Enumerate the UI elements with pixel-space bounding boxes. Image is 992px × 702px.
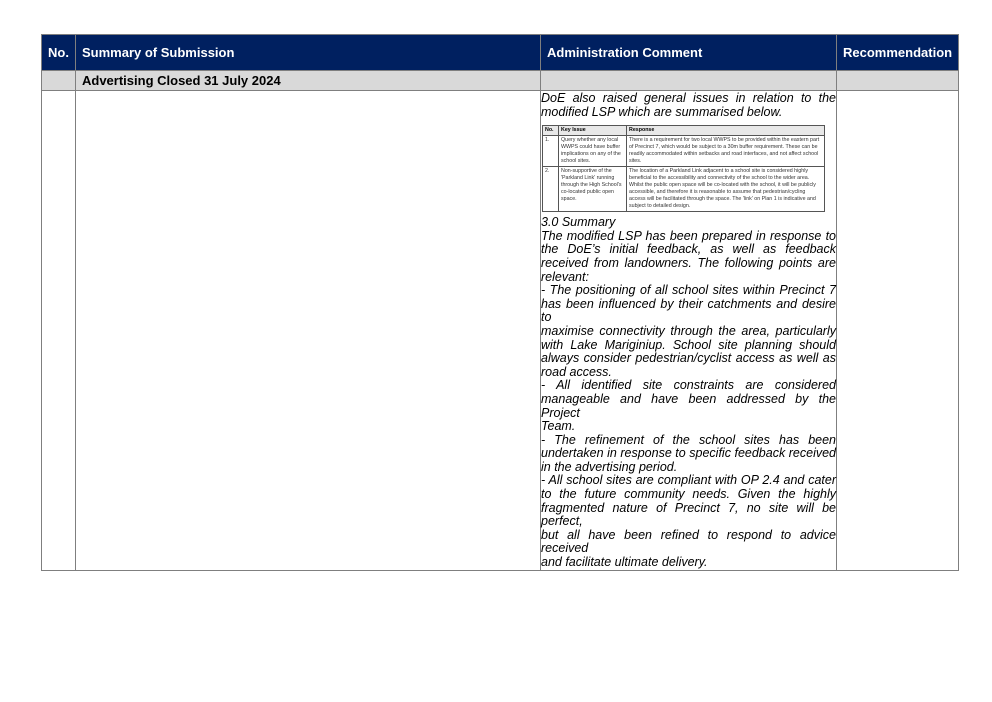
- header-no: No.: [42, 35, 76, 71]
- key-issue-response: The location of a Parkland Link adjacent to a school site is considered highly beneficial to the accessibility and connectivity of the school to the wider area. Whilst the public open space will be co-located with the school, it will be publicly accessible, and therefore it is reasonable to assume that pedestrian/cycling access will be facilitated through the space. The 'link' on Plan 1 is indicative and subject to detailed design.: [627, 167, 825, 212]
- header-comment: Administration Comment: [541, 35, 837, 71]
- key-issue-text: Non-supportive of the 'Parkland Link' running through the High School's co-located public open space.: [559, 167, 627, 212]
- summary-line: received from landowners. The following points are: [541, 255, 836, 270]
- intro-line: DoE also raised general issues in relation to the: [541, 91, 836, 105]
- key-issues-header-no: No.: [543, 126, 559, 136]
- section-title: Advertising Closed 31 July 2024: [76, 71, 541, 91]
- summary-line: with Lake Mariginiup. School site planning should: [541, 337, 836, 352]
- summary-line: always consider pedestrian/cyclist access as well as: [541, 351, 836, 366]
- summary-line: relevant:: [541, 269, 589, 284]
- row-summary-cell: [76, 91, 541, 571]
- key-issue-response: There is a requirement for two local WWPS to be provided within the eastern part of Precinct 7, which would be subject to a 30m buffer requirement. These can be readily accommodated within setbacks and road interfaces, and not affect school sites.: [627, 136, 825, 167]
- summary-heading: 3.0 Summary: [541, 215, 616, 230]
- section-row: [42, 71, 959, 91]
- intro-line: modified LSP which are summarised below.: [541, 104, 783, 119]
- summary-line: maximise connectivity through the area, particularly: [541, 323, 836, 338]
- summary-line: - All school sites are compliant with OP 2.4 and cater: [541, 473, 836, 488]
- table-row: [42, 91, 959, 571]
- summary-line: - The positioning of all school sites within Precinct 7: [541, 283, 836, 298]
- header-recommendation: Recommendation: [837, 35, 959, 71]
- comment-intro: [541, 92, 836, 119]
- section-no-cell: [42, 71, 76, 91]
- summary-line: manageable and have been addressed by the Project: [541, 391, 836, 420]
- table-header-row: [42, 35, 959, 71]
- row-no-cell: [42, 91, 76, 571]
- key-issue-no: 2.: [543, 167, 559, 212]
- section-recommendation-cell: [837, 71, 959, 91]
- summary-line: - The refinement of the school sites has been: [541, 432, 836, 447]
- key-issues-table: [542, 125, 825, 212]
- key-issue-no: 1.: [543, 136, 559, 167]
- key-issue-text: Query whether any local WWPS could have buffer implications on any of the school sites.: [559, 136, 627, 167]
- summary-line: in the advertising period.: [541, 459, 678, 474]
- summary-line: undertaken in response to specific feedback received: [541, 446, 836, 461]
- key-issues-row: [543, 136, 825, 167]
- row-comment-cell: [541, 91, 837, 571]
- summary-line: and facilitate ultimate delivery.: [541, 555, 708, 570]
- key-issues-header-response: Response: [627, 126, 825, 136]
- summary-line: but all have been refined to respond to advice received: [541, 527, 836, 556]
- summary-line: the DoE’s initial feedback, as well as feedback: [541, 242, 836, 257]
- key-issues-row: [543, 167, 825, 212]
- summary-line: Team.: [541, 419, 576, 434]
- section-comment-cell: [541, 71, 837, 91]
- key-issues-header-issue: Key Issue: [559, 126, 627, 136]
- summary-line: - All identified site constraints are considered: [541, 378, 836, 393]
- summary-line: to the future community needs. Given the highly: [541, 487, 836, 502]
- summary-line: The modified LSP has been prepared in response to: [541, 228, 836, 243]
- key-issues-header-row: [543, 126, 825, 136]
- row-recommendation-cell: [837, 91, 959, 571]
- submissions-table: [41, 34, 959, 571]
- comment-summary: [541, 216, 836, 569]
- summary-line: has been influenced by their catchments and desire to: [541, 296, 836, 325]
- summary-line: fragmented nature of Precinct 7, no site will be perfect,: [541, 500, 836, 529]
- header-summary: Summary of Submission: [76, 35, 541, 71]
- summary-line: road access.: [541, 364, 612, 379]
